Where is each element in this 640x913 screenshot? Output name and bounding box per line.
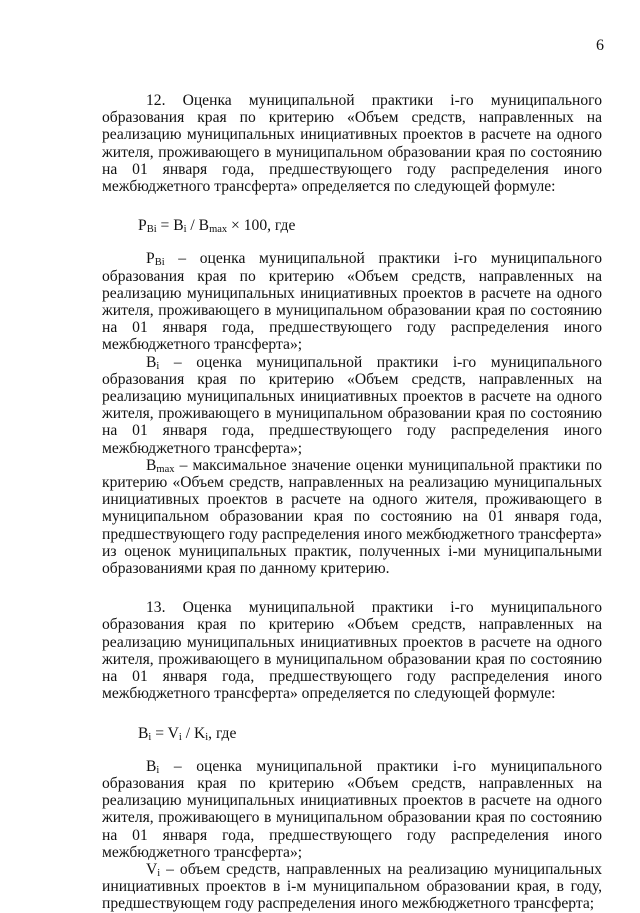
definition-b-i-13: $B_i$ – оценка муниципальной практики i-го муниципального образования края по критерию «Объем средств, направленных на реализацию муниципальных инициативных проектов в расчете на одного жителя, проживающего в муниципальном образовании края по состоянию на 01 января года, предшествующего году распределения иного межбюджетного трансферта»;: [102, 757, 602, 861]
section-12-paragraph: 12. Оценка муниципальной практики i-го муниципального образования края по критерию «Объем средств, направленных на реализацию муниципальных инициативных проектов в расчете на одного жителя, проживающего в муниципальном образовании края по состоянию на 01 января года, предшествующего году распределения иного межбюджетного трансферта» определяется по следующей формуле:: [102, 92, 602, 196]
definition-p-bi: $P_{Bi}$ – оценка муниципальной практики i-го муниципального образования края по критерию «Объем средств, направленных на реализацию муниципальных инициативных проектов в расчете на одного жителя, проживающего в муниципальном образовании края по состоянию на 01 января года, предшествующего году распределения иного межбюджетного трансферта»;: [102, 250, 602, 354]
section-13-paragraph: 13. Оценка муниципальной практики i-го муниципального образования края по критерию «Объем средств, направленных на реализацию муниципальных инициативных проектов в расчете на одного жителя, проживающего в муниципальном образовании края по состоянию на 01 января года, предшествующего году распределения иного межбюджетного трансферта» определяется по следующей формуле:: [102, 599, 602, 703]
section-12-formula: $P_{Bi} = B_i / B_{max} \times 100$, где: [138, 217, 296, 236]
definition-b-max: $B_{max}$ – максимальное значение оценки муниципальной практики по критерию «Объем средств, направленных на реализацию муниципальных инициативных проектов в расчете на одного жителя, проживающего в муниципальном образовании края по состоянию на 01 января года, предшествующего году распределения иного межбюджетного трансферта» из оценок муниципальных практик, полученных i-ми муниципальными образованиями края по данному критерию.: [102, 456, 602, 578]
page-number: 6: [596, 37, 604, 54]
definition-b-i: $B_i$ – оценка муниципальной практики i-го муниципального образования края по критерию «Объем средств, направленных на реализацию муниципальных инициативных проектов в расчете на одного жителя, проживающего в муниципальном образовании края по состоянию на 01 января года, предшествующего году распределения иного межбюджетного трансферта»;: [102, 353, 602, 457]
definition-v-i: $V_i$ – объем средств, направленных на реализацию муниципальных инициативных проектов в i-м муниципальном образовании края, в году, предшествующем году распределения иного межбюджетного трансферта;: [102, 860, 602, 913]
document-body: [102, 92, 602, 913]
section-13-formula: $B_i = V_i / K_i$, где: [138, 724, 237, 743]
